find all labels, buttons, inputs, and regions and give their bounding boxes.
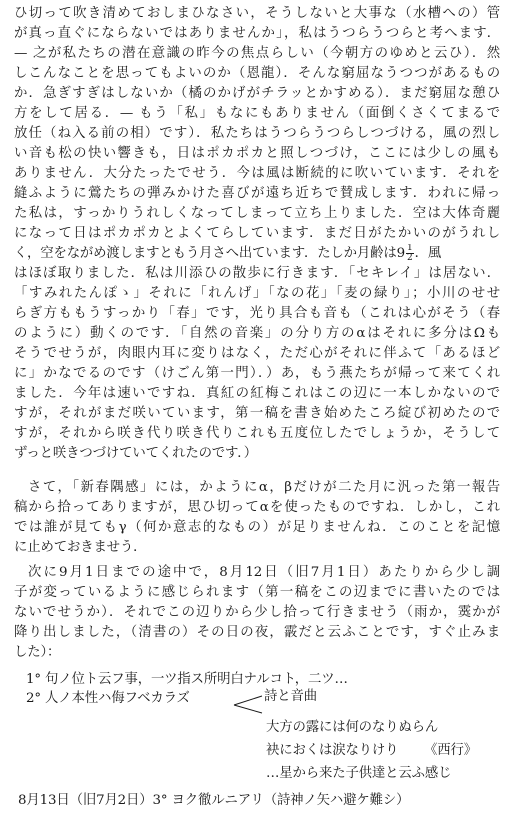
text-line: が真っ直ぐにならないではありませんか」，私はうつらうつらと考へます． xyxy=(14,26,500,41)
text-line: のように）動くのです．「自然の音楽」の分り方のαはそれに多分はΩも xyxy=(14,326,500,341)
text-line: た私は，すっかりうれしくなってしまって立ち上りました．空は大体奇麗 xyxy=(14,206,500,221)
branch-label: 詩と音曲 xyxy=(264,689,317,704)
text-line: した）： xyxy=(14,645,61,660)
text-line: 次に9月1日までの途中で，8月12日（旧7月1日）あたりから少し調 xyxy=(28,565,500,580)
poem-source: 《西行》 xyxy=(424,743,477,758)
text-line: ました．今年は速いですね．真紅の紅梅これはこの辺に一本しかないので xyxy=(14,386,500,401)
text-line: らぎ方ももうすっかり「春」です，光り具合も音も（これは心がそう（春 xyxy=(14,306,500,321)
moon-age-whole: 9 xyxy=(396,246,406,261)
text-line: すが，それから咲き代り咲き代りこれも五度位したでしょうか，そうして xyxy=(14,426,500,441)
text-line: 「すみれたんぽゝ」それに「れんげ」「なの花」「麦の緑り」；小川のせせ xyxy=(14,286,500,301)
text-line: ないでせうか）．それでこの辺りから少し拾って行きませう（雨か，霙かが xyxy=(14,605,500,620)
list-item: 1° 句ノ位ト云フ事，一ツ指ス所明白ナルコト，二ツ… xyxy=(26,672,348,687)
text-line: 稿から拾ってありますが，思ひ切ってαを使ったものですね．しかし，これ xyxy=(14,500,500,515)
text-line: に」かなでるのです（けごん第一門）．）あ，もう燕たちが帰って来てくれ xyxy=(14,366,500,381)
text-line: 縫ふように鶯たちの弾みかけた喜びが遠ち近ちで賛成します．われに帰っ xyxy=(14,186,500,201)
moon-age-fraction xyxy=(406,244,414,263)
text-line: ありません．大分たったでせう．今は風は断続的に吹いています．それを xyxy=(14,166,500,181)
text-line: さて，「新春隅感」には，かようにα，βだけが二た月に汎った第一報告 xyxy=(28,480,500,495)
list-item: 2° 人ノ本性ハ侮フベカラズ xyxy=(26,691,190,706)
fraction-denominator: 2 xyxy=(407,253,413,263)
poem-line: 袂におくは涙なりけり xyxy=(266,743,399,758)
text-line-with-fraction xyxy=(14,244,500,264)
text-line: になって日はポカポカとよくてらしています．まだ日がたかいのがうれし xyxy=(14,226,500,241)
text-line: はほぼ取りました．私は川添ひの散歩に行きます．「セキレイ」は居ない． xyxy=(14,266,500,281)
text-line: か．急ぎすぎはしないか（橘のかげがチラッとかすめる）．まだ窮屈な憩ひ xyxy=(14,86,500,101)
text-line: に止めておきませう． xyxy=(14,540,147,555)
text-line: すが，それがまだ咲いています，第一稿を書き始めたころ綻び初めたので xyxy=(14,406,500,421)
poem-note: …星から来た子供達と云ふ感じ xyxy=(266,766,452,781)
text-line: では誰が見てもγ（何か意志的なもの）が足りませんね．このことを記憶 xyxy=(14,520,500,535)
text-line: 方をして居る．— もう「私」もなにもありません（面倒くさくてまるで xyxy=(14,106,500,121)
text-line: — 之が私たちの潜在意識の昨今の焦点らしい（今朝方のゆめと云ひ）．然 xyxy=(14,46,500,61)
text-line: ひ切って吹き清めておしまひなさい，そうしないと大事な（水槽への）管 xyxy=(14,6,500,21)
text-line: そうでせうが，肉眼内耳に変りはなく，ただ心がそれに伴ふて「あるほど xyxy=(14,346,500,361)
text-span: ．風 xyxy=(414,246,442,261)
text-span: く，空をながめ渡しますともう月さへ出ています．たしか月齢は xyxy=(14,246,397,261)
text-line: ずっと咲きつづけていてくれたのです．） xyxy=(14,446,257,461)
text-line: 放任（ね入る前の相）です）．私たちはうつらうつらしつづける，風の烈し xyxy=(14,126,500,141)
list-item: 8月13日（旧7月2日）3° ヨク徹ルニアリ（詩神ノ矢ハ避ケ難シ） xyxy=(18,793,410,808)
text-line: しこんなことを思ってもよいのか（恩龍）．そんな窮屈なうつつがあるもの xyxy=(14,66,500,81)
text-line: い音も松の快い響きも，日はポカポカと照しつづけ，ここには少しの風も xyxy=(14,146,500,161)
text-line: 子が変っているように感じられます（第一稿をこの辺までに書いたのでは xyxy=(14,585,500,600)
poem-line: 大方の露には何のなりぬらん xyxy=(266,720,439,735)
fraction-numerator: 1 xyxy=(407,244,413,253)
text-line: 降り出しました，（清書の）その日の夜，霰だと云ふことです，すぐ止みま xyxy=(14,625,500,640)
